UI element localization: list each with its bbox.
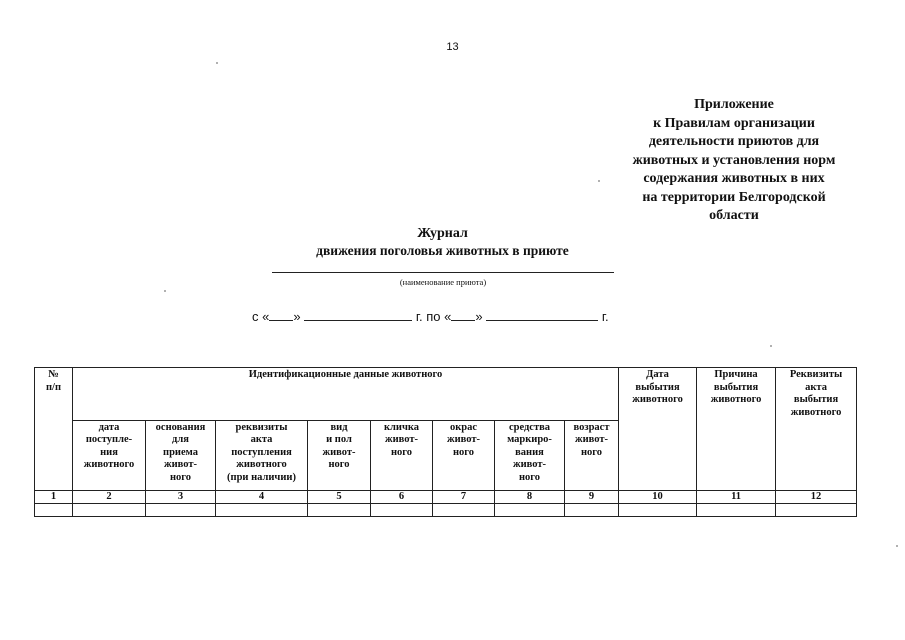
day-to-blank xyxy=(451,309,475,321)
sub-header-color: окрас живот- ного xyxy=(433,420,495,490)
column-number: 1 xyxy=(35,490,73,503)
col-header-reason-out: Причина выбытия животного xyxy=(697,368,776,421)
column-number: 9 xyxy=(565,490,619,503)
month-to-blank xyxy=(486,309,598,321)
column-number: 3 xyxy=(146,490,216,503)
table-cell xyxy=(308,503,371,516)
column-number: 12 xyxy=(776,490,857,503)
scan-speck xyxy=(164,290,166,292)
col-reason-out-spacer xyxy=(697,420,776,490)
col-date-out-spacer xyxy=(619,420,697,490)
column-number: 11 xyxy=(697,490,776,503)
table-cell xyxy=(73,503,146,516)
col-number-spacer xyxy=(35,420,73,490)
period-close-quote: » xyxy=(475,309,483,324)
period-close-quote: » xyxy=(293,309,301,324)
col-header-date-out: Дата выбытия животного xyxy=(619,368,697,421)
table-cell xyxy=(776,503,857,516)
table-row xyxy=(35,503,857,516)
appendix-line: к Правилам организации xyxy=(653,115,815,131)
appendix-line: на территории Белгородской xyxy=(642,189,826,205)
shelter-name-line xyxy=(272,272,614,273)
appendix-line: области xyxy=(709,208,759,223)
column-number: 2 xyxy=(73,490,146,503)
appendix-line: деятельности приютов для xyxy=(648,134,820,149)
column-number: 5 xyxy=(308,490,371,503)
period-to-label: г. по « xyxy=(415,309,452,324)
col-header-act-out: Реквизиты акта выбытия животного xyxy=(776,368,857,421)
table-cell xyxy=(146,503,216,516)
appendix-line: Приложение xyxy=(694,97,774,112)
column-number: 10 xyxy=(619,490,697,503)
table-cell xyxy=(697,503,776,516)
column-number: 7 xyxy=(433,490,495,503)
journal-subtitle: движения поголовья животных в приюте xyxy=(316,243,569,258)
appendix-line: содержания животных в них xyxy=(643,171,825,186)
table-cell xyxy=(216,503,308,516)
page-number: 13 xyxy=(446,41,459,53)
journal-title: Журнал xyxy=(417,226,468,241)
table-cell xyxy=(35,503,73,516)
column-number: 8 xyxy=(495,490,565,503)
day-from-blank xyxy=(269,309,293,321)
journal-table xyxy=(34,367,857,517)
sub-header-nickname: кличка живот- ного xyxy=(371,420,433,490)
sub-header-species-sex: вид и пол живот- ного xyxy=(308,420,371,490)
appendix-header xyxy=(600,96,868,226)
column-number: 4 xyxy=(216,490,308,503)
period-year-label: г. xyxy=(601,309,609,324)
col-act-out-spacer xyxy=(776,420,857,490)
scan-speck xyxy=(598,180,600,182)
scan-speck xyxy=(216,62,218,64)
table-cell xyxy=(565,503,619,516)
col-header-identification: Идентификационные данные животного xyxy=(73,368,619,421)
scan-speck xyxy=(896,545,898,547)
month-from-blank xyxy=(304,309,412,321)
column-number-row xyxy=(35,490,857,503)
col-header-number: № п/п xyxy=(35,368,73,421)
sub-header-marking: средства маркиро- вания живот- ного xyxy=(495,420,565,490)
period-from-label: с « xyxy=(252,309,270,324)
shelter-name-caption: (наименование приюта) xyxy=(399,277,487,287)
sub-header-arrival-date: дата поступле- ния животного xyxy=(73,420,146,490)
table-cell xyxy=(619,503,697,516)
scan-speck xyxy=(770,345,772,347)
column-number: 6 xyxy=(371,490,433,503)
table-cell xyxy=(433,503,495,516)
table-cell xyxy=(371,503,433,516)
period-line xyxy=(252,309,609,324)
sub-header-arrival-act: реквизиты акта поступления животного (при наличии) xyxy=(216,420,308,490)
sub-header-admission-basis: основания для приема живот- ного xyxy=(146,420,216,490)
sub-header-age: возраст живот- ного xyxy=(565,420,619,490)
table-cell xyxy=(495,503,565,516)
appendix-line: животных и установления норм xyxy=(632,152,836,168)
